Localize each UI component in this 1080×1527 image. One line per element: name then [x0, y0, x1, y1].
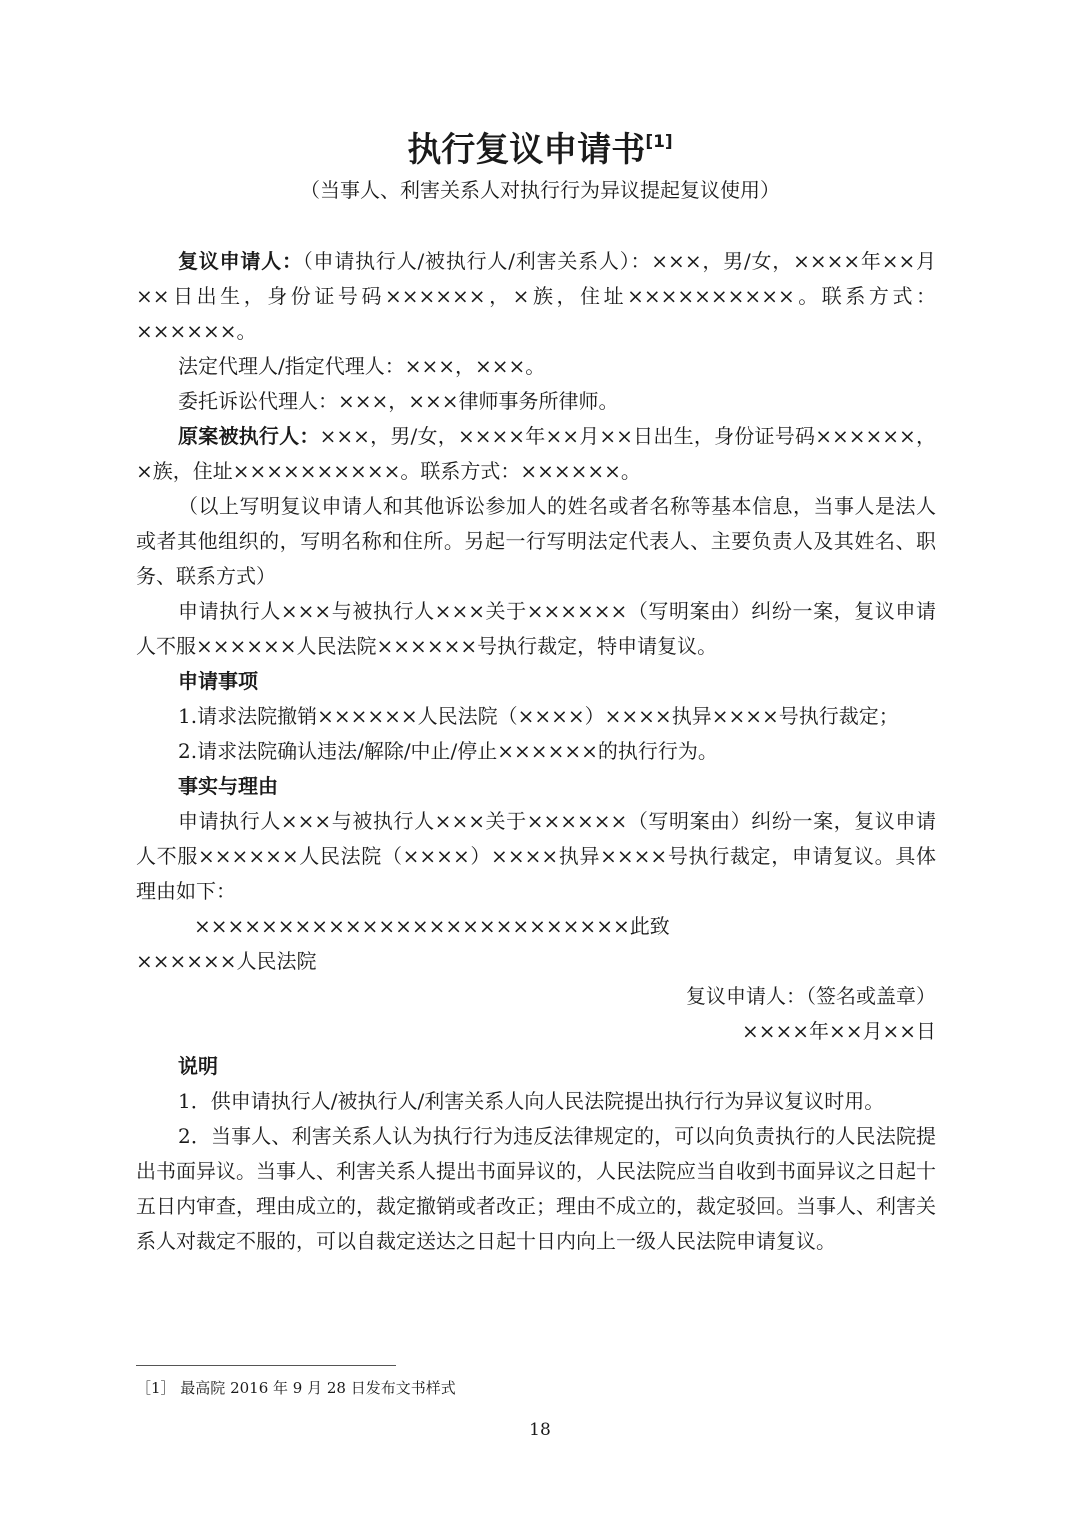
footnote: ［1］ 最高院 2016 年 9 月 28 日发布文书样式 — [136, 1379, 456, 1397]
request-item: 2.请求法院确认违法/解除/中止/停止××××××的执行行为。 — [178, 739, 718, 763]
request-item: 1.请求法院撤销××××××人民法院（××××）××××执异××××号执行裁定； — [178, 704, 899, 728]
document-title — [0, 128, 1080, 172]
applicant-label: 复议申请人： — [178, 249, 303, 273]
applicant-paragraph — [136, 244, 936, 349]
document-subtitle: （当事人、利害关系人对执行行为异议提起复议使用） — [300, 178, 780, 202]
entrusted-agent-line: 委托诉讼代理人：×××，×××律师事务所律师。 — [178, 389, 619, 413]
case-intro-paragraph: 申请执行人×××与被执行人×××关于××××××（写明案由）纠纷一案，复议申请人不服××××××人民法院××××××号执行裁定，特申请复议。 — [136, 599, 936, 658]
notes-heading: 说明 — [178, 1054, 218, 1078]
footnote-divider — [136, 1365, 396, 1366]
title-text: 执行复议申请书 — [407, 130, 646, 170]
original-respondent-label: 原案被执行人： — [178, 424, 320, 448]
facts-paragraph: 申请执行人×××与被执行人×××关于××××××（写明案由）纠纷一案，复议申请人不服××××××人民法院（××××）××××执异××××号执行裁定，申请复议。具体理由如下： — [136, 809, 936, 903]
original-respondent-paragraph — [136, 419, 936, 489]
applicant-text: （申请执行人/被执行人/利害关系人）：×××，男/女，××××年××月××日出生，身份证号码××××××，×族，住址××××××××××。联系方式：××××××。 — [136, 249, 936, 343]
note-item: 1．供申请执行人/被执行人/利害关系人向人民法院提出执行行为异议复议时用。 — [178, 1089, 885, 1113]
date-line: ××××年××月××日 — [741, 1019, 936, 1043]
signature-line: 复议申请人：（签名或盖章） — [686, 984, 936, 1008]
request-heading: 申请事项 — [178, 669, 258, 693]
page-number: 18 — [529, 1420, 551, 1440]
party-note-paragraph: （以上写明复议申请人和其他诉讼参加人的姓名或者名称等基本信息，当事人是法人或者其他组织的，写明名称和住所。另起一行写明法定代表人、主要负责人及其姓名、职务、联系方式） — [136, 494, 936, 588]
footnote-mark: [1] — [645, 132, 673, 152]
facts-heading: 事实与理由 — [178, 774, 278, 798]
original-respondent-text: ×××，男/女，××××年××月××日出生，身份证号码××××××，×族，住址××××××××××。联系方式：××××××。 — [136, 424, 936, 483]
note-item: 2．当事人、利害关系人认为执行行为违反法律规定的，可以向负责执行的人民法院提出书面异议。当事人、利害关系人提出书面异议的，人民法院应当自收到书面异议之日起十五日内审查，理由成立的，裁定撤销或者改正；理由不成立的，裁定驳回。当事人、利害关系人对裁定不服的，可以自裁定送达之日起十日内向上一级人民法院申请复议。 — [136, 1124, 936, 1253]
document-body — [136, 244, 936, 1259]
addressee: ××××××人民法院 — [136, 949, 317, 973]
facts-placeholder: ××××××××××××××××××××××××××此致 — [194, 914, 670, 938]
legal-agent-line: 法定代理人/指定代理人：×××，×××。 — [178, 354, 546, 378]
